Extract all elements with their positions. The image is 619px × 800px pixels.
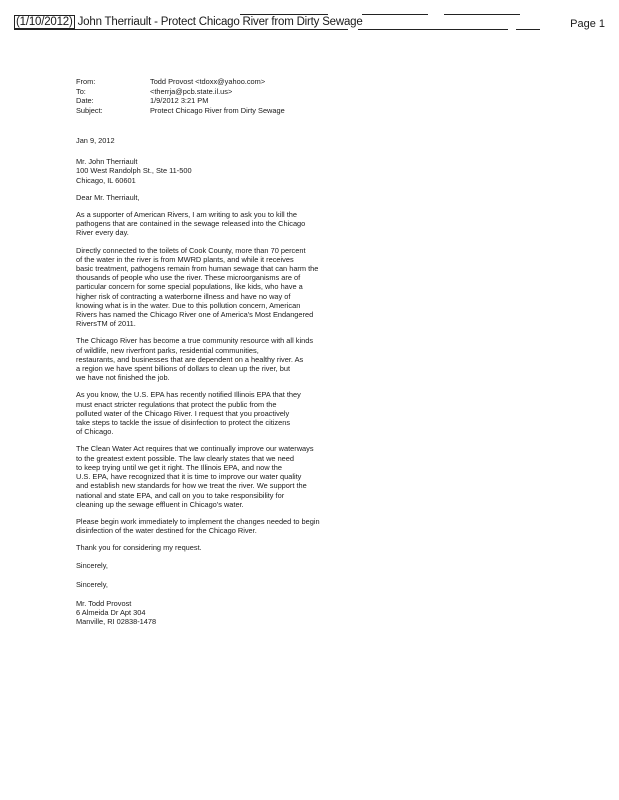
header-underline-2 xyxy=(358,29,508,30)
page-number: Page 1 xyxy=(570,18,605,30)
recipient-address xyxy=(76,157,351,185)
paragraph-line: must enact stricter regulations that protect the public from the xyxy=(76,399,277,409)
letter-date: Jan 9, 2012 xyxy=(76,136,115,145)
paragraph-line: The Clean Water Act requires that we continually improve our waterways xyxy=(76,444,314,454)
paragraph-line: basic treatment, pathogens remain from human sewage that can harm the xyxy=(76,264,319,274)
email-subject-row xyxy=(76,106,285,116)
paragraph-line: polluted water of the Chicago River. I request that you proactively xyxy=(76,408,290,418)
header-top-rule-3 xyxy=(444,14,520,15)
paragraph-line: pathogens that are contained in the sewage released into the Chicago xyxy=(76,219,306,229)
paragraph-line: Please begin work immediately to implement the changes needed to begin xyxy=(76,516,320,526)
paragraph-line: restaurants, and businesses that are dependent on a healthy river. As xyxy=(76,354,304,364)
signature-line: 6 Almeida Dr Apt 304 xyxy=(76,608,146,618)
paragraph-3 xyxy=(76,336,351,382)
paragraph-line: take steps to tackle the issue of disinfection to protect the citizens xyxy=(76,418,291,428)
closing-1: Sincerely, xyxy=(76,560,108,570)
header-date: (1/10/2012) xyxy=(16,16,73,28)
header-underline-3 xyxy=(516,29,540,30)
paragraph-line: cleaning up the sewage effluent in Chicago's water. xyxy=(76,499,244,509)
paragraph-line: U.S. EPA, have recognized that it is time to improve our water quality xyxy=(76,472,302,482)
paragraph-line: national and state EPA, and call on you to take responsibility for xyxy=(76,490,285,500)
paragraph-1 xyxy=(76,210,351,238)
paragraph-line: particular concern for some special populations, like kids, who have a xyxy=(76,282,303,292)
subject-label: Subject: xyxy=(76,105,103,115)
paragraph-line: to keep trying until we get it right. The Illinois EPA, and now the xyxy=(76,462,282,472)
signature-line: Mr. Todd Provost xyxy=(76,598,132,608)
paragraph-line: higher risk of contracting a waterborne illness and have no way of xyxy=(76,291,291,301)
from-label: From: xyxy=(76,77,96,86)
paragraph-line: RiversTM of 2011. xyxy=(76,319,136,329)
paragraph-line: of the water in the river is from MWRD plants, and while it receives xyxy=(76,254,294,264)
to-value: <therrja@pcb.state.il.us> xyxy=(150,86,233,96)
signature-line: Manville, RI 02838-1478 xyxy=(76,617,157,627)
paragraph-4 xyxy=(76,390,351,436)
document-header-title xyxy=(14,16,363,28)
header-top-rule-1 xyxy=(240,14,328,15)
paragraph-line: knowing what is in the water. Due to this pollution concern, American xyxy=(76,300,301,310)
email-from-row xyxy=(76,77,285,87)
paragraph-6 xyxy=(76,517,351,535)
paragraph-line: of Chicago. xyxy=(76,427,114,437)
paragraph-2 xyxy=(76,246,351,329)
paragraph-line: Directly connected to the toilets of Cook County, more than 70 percent xyxy=(76,245,306,255)
paragraph-line: a region we have spent billions of dollars to clean up the river, but xyxy=(76,364,291,374)
paragraph-line: The Chicago River has become a true community resource with all kinds xyxy=(76,336,314,346)
paragraph-line: to the greatest extent possible. The law clearly states that we need xyxy=(76,453,295,463)
address-line: Chicago, IL 60601 xyxy=(76,175,136,185)
date-label: Date: xyxy=(76,96,94,106)
email-date-row xyxy=(76,96,285,106)
header-top-rule-2 xyxy=(362,14,428,15)
paragraph-line: we have not finished the job. xyxy=(76,373,170,383)
paragraph-line: of wildlife, new riverfront parks, residential communities, xyxy=(76,345,259,355)
paragraph-line: Thank you for considering my request. xyxy=(76,543,202,553)
paragraph-line: Rivers has named the Chicago River one of America's Most Endangered xyxy=(76,310,314,320)
signature-block xyxy=(76,599,351,627)
paragraph-line: As you know, the U.S. EPA has recently notified Illinois EPA that they xyxy=(76,390,301,400)
paragraph-7 xyxy=(76,543,351,552)
from-value: Todd Provost <tdoxx@yahoo.com> xyxy=(150,77,266,86)
paragraph-line: River every day. xyxy=(76,228,129,238)
header-underline-1 xyxy=(14,29,348,30)
paragraph-line: disinfection of the water destined for the Chicago River. xyxy=(76,526,257,536)
paragraph-line: and establish new standards for how we treat the river. We support the xyxy=(76,481,307,491)
address-line: Mr. John Therriault xyxy=(76,157,138,167)
letter-body xyxy=(76,136,351,635)
salutation: Dear Mr. Therriault, xyxy=(76,192,140,202)
email-to-row xyxy=(76,87,285,97)
to-label: To: xyxy=(76,86,86,96)
address-line: 100 West Randolph St., Ste 11-500 xyxy=(76,166,192,176)
paragraph-5 xyxy=(76,444,351,508)
date-value: 1/9/2012 3:21 PM xyxy=(150,96,209,106)
paragraph-line: As a supporter of American Rivers, I am writing to ask you to kill the xyxy=(76,210,297,220)
paragraph-line: thousands of people who use the river. These microorganisms are of xyxy=(76,273,301,283)
closing-2: Sincerely, xyxy=(76,579,108,589)
subject-value: Protect Chicago River from Dirty Sewage xyxy=(150,105,285,115)
email-meta xyxy=(76,77,285,115)
header-subject: John Therriault - Protect Chicago River from Dirty Sewage xyxy=(77,16,363,28)
